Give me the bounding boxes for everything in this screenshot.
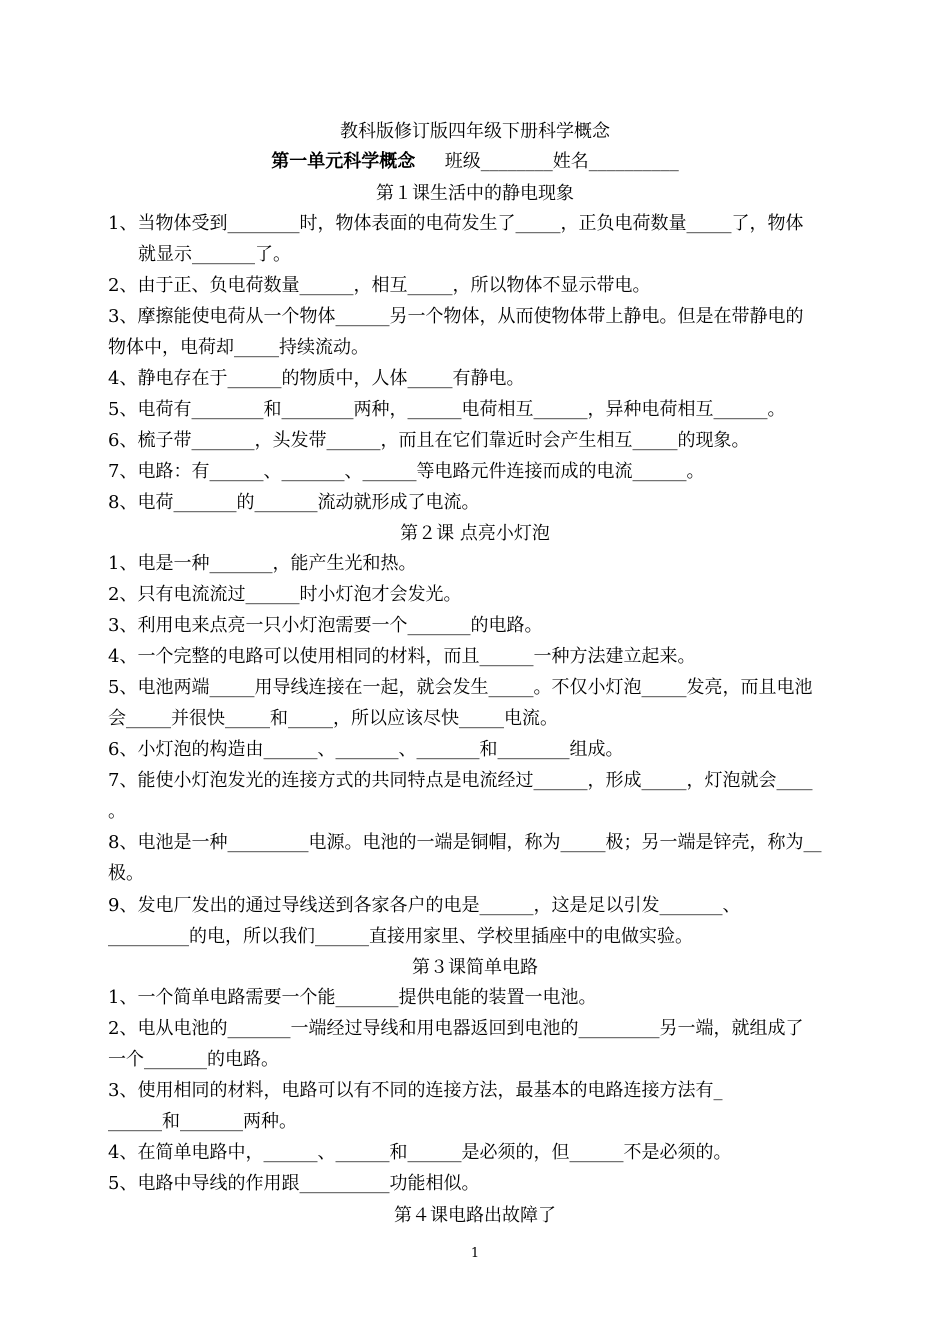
question-line: _________的电，所以我们______直接用家里、学校里插座中的电做实验。 xyxy=(108,926,693,947)
question-line: 5、电路中导线的作用跟__________功能相似。 xyxy=(108,1173,480,1194)
question-line: 极。 xyxy=(108,863,144,884)
lesson-heading: 第３课简单电路 xyxy=(412,957,538,978)
question-line: 9、发电厂发出的通过导线送到各家各户的电是______，这是足以引发_______、 xyxy=(108,895,741,916)
question-line: 6、梳子带_______，头发带______，而且在它们靠近时会产生相互_____的现象。 xyxy=(108,430,750,451)
question-line: 会_____并很快_____和_____，所以应该尽快_____电流。 xyxy=(108,708,558,729)
question-line: 一个_______的电路。 xyxy=(108,1049,279,1070)
question-line: 3、使用相同的材料，电路可以有不同的连接方法，最基本的电路连接方法有_ xyxy=(108,1080,723,1101)
question-line: 物体中，电荷却_____持续流动。 xyxy=(108,337,369,358)
page-number: 1 xyxy=(470,1246,480,1261)
question-line: 6、小灯泡的构造由______、_______、_______和________组成。 xyxy=(108,739,624,760)
question-line: 1、当物体受到________时，物体表面的电荷发生了_____，正负电荷数量_____了，物体 xyxy=(108,213,804,234)
lesson-heading: 第１课生活中的静电现象 xyxy=(376,183,574,204)
question-line: 8、电池是一种_________电源。电池的一端是铜帽，称为_____极；另一端是锌壳，称为__ xyxy=(108,832,822,853)
unit-header xyxy=(0,148,950,176)
question-line: 1、一个简单电路需要一个能_______提供电能的装置一电池。 xyxy=(108,987,597,1008)
question-line: 3、利用电来点亮一只小灯泡需要一个_______的电路。 xyxy=(108,615,543,636)
question-line: 。 xyxy=(108,801,126,822)
question-line: 4、一个完整的电路可以使用相同的材料，而且______一种方法建立起来。 xyxy=(108,646,696,667)
question-line: 5、电池两端_____用导线连接在一起，就会发生_____。不仅小灯泡_____发亮，而且电池 xyxy=(108,677,813,698)
question-line: 4、静电存在于______的物质中，人体_____有静电。 xyxy=(108,368,525,389)
class-field: 班级________ xyxy=(444,151,553,172)
document-title: 教科版修订版四年级下册科学概念 xyxy=(340,121,610,142)
lesson-heading: 第２课 点亮小灯泡 xyxy=(400,523,550,544)
question-line: 2、由于正、负电荷数量______，相互_____，所以物体不显示带电。 xyxy=(108,275,651,296)
question-line: 5、电荷有________和________两种，______电荷相互______，异种电荷相互______。 xyxy=(108,399,786,420)
question-line: 8、电荷_______的_______流动就形成了电流。 xyxy=(108,492,480,513)
question-line: 4、在简单电路中，______、______和______是必须的，但______不是必须的。 xyxy=(108,1142,732,1163)
question-line: 7、电路：有______、_______、______等电路元件连接而成的电流______。 xyxy=(108,461,705,482)
lesson-heading: 第４课电路出故障了 xyxy=(394,1205,556,1226)
question-line: 3、摩擦能使电荷从一个物体______另一个物体，从而使物体带上静电。但是在带静电的 xyxy=(108,306,804,327)
question-line: 2、电从电池的_______一端经过导线和用电器返回到电池的_________另一端，就组成了 xyxy=(108,1018,804,1039)
question-line: 2、只有电流流过______时小灯泡才会发光。 xyxy=(108,584,462,605)
name-field: 姓名__________ xyxy=(552,151,679,172)
question-line: 就显示_______了。 xyxy=(138,244,291,265)
unit-title: 第一单元科学概念 xyxy=(271,151,416,172)
question-line: 1、电是一种_______，能产生光和热。 xyxy=(108,553,417,574)
question-line: 7、能使小灯泡发光的连接方式的共同特点是电流经过______，形成_____，灯泡就会____ xyxy=(108,770,813,791)
question-line: ______和_______两种。 xyxy=(108,1111,297,1132)
